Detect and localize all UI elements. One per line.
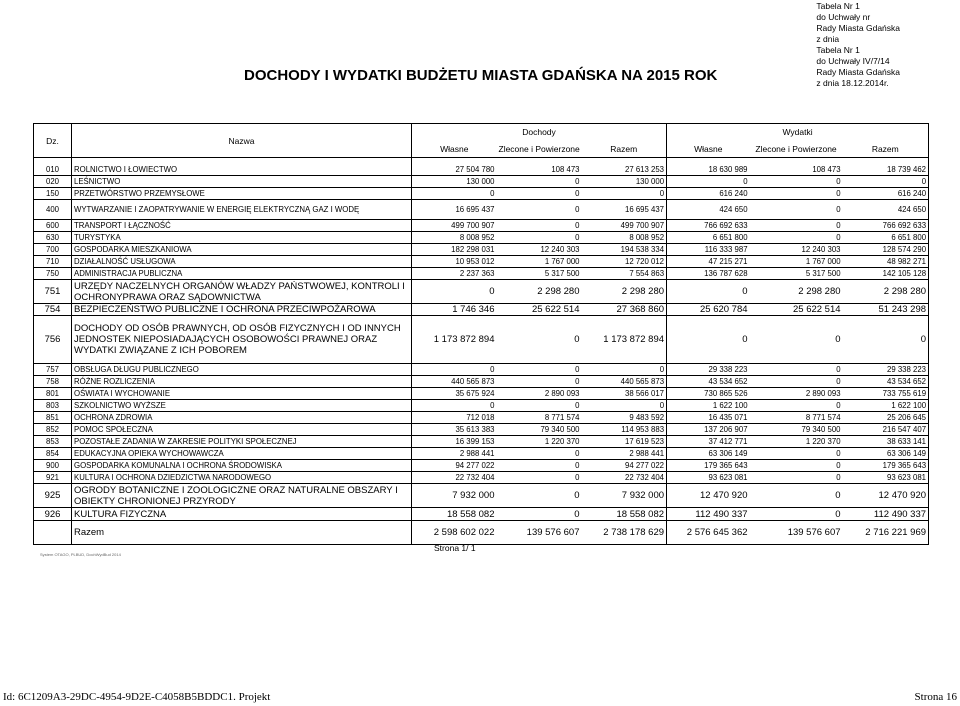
amount-d-w: 22 732 404 (412, 472, 497, 484)
section-code: 803 (34, 400, 72, 412)
amount-w-r: 93 623 081 (843, 472, 929, 484)
section-code: 851 (34, 412, 72, 424)
section-name: PRZETWÓRSTWO PRZEMYSŁOWE (72, 188, 412, 200)
table-row (34, 400, 929, 412)
amount-d-z: 2 298 280 (497, 280, 582, 304)
table-row (34, 200, 929, 220)
header-line: Tabela Nr 1 (816, 45, 860, 55)
amount-d-r: 38 566 017 (582, 388, 667, 400)
amount-w-z: 12 240 303 (750, 244, 843, 256)
amount-d-r: 0 (582, 400, 667, 412)
amount-d-z: 0 (497, 188, 582, 200)
header-line: Rady Miasta Gdańska (816, 23, 900, 33)
system-note: System OTAGO, PLBUD, DochWydBud 2014 (40, 552, 121, 557)
amount-w-w: 137 206 907 (667, 424, 750, 436)
section-name: GOSPODARKA KOMUNALNA I OCHRONA ŚRODOWISKA (72, 460, 412, 472)
amount-d-r: 17 619 523 (582, 436, 667, 448)
header-line: z dnia 18.12.2014r. (816, 78, 889, 88)
amount-w-w: 0 (667, 280, 750, 304)
amount-d-r: 18 558 082 (582, 508, 667, 521)
amount-w-r: 0 (843, 316, 929, 364)
amount-d-r: 114 953 883 (582, 424, 667, 436)
header-line: do Uchwały nr (816, 12, 871, 22)
amount-w-z: 0 (750, 484, 843, 508)
total-d-r: 2 738 178 629 (582, 521, 667, 545)
section-name: DZIAŁALNOŚĆ USŁUGOWA (72, 256, 412, 268)
section-code: 925 (34, 484, 72, 508)
amount-w-r: 38 633 141 (843, 436, 929, 448)
section-code: 921 (34, 472, 72, 484)
amount-w-z: 1 767 000 (750, 256, 843, 268)
section-code: 853 (34, 436, 72, 448)
amount-w-r: 6 651 800 (843, 232, 929, 244)
amount-d-z: 0 (497, 376, 582, 388)
amount-w-w: 43 534 652 (667, 376, 750, 388)
section-name: ADMINISTRACJA PUBLICZNA (72, 268, 412, 280)
amount-d-z: 0 (497, 472, 582, 484)
amount-w-r: 2 298 280 (843, 280, 929, 304)
amount-d-z: 5 317 500 (497, 268, 582, 280)
header-line: Rady Miasta Gdańska (816, 67, 900, 77)
amount-d-r: 7 554 863 (582, 268, 667, 280)
amount-w-w: 6 651 800 (667, 232, 750, 244)
amount-w-z: 0 (750, 188, 843, 200)
amount-d-r: 0 (582, 364, 667, 376)
section-name: SZKOLNICTWO WYŻSZE (72, 400, 412, 412)
header-line: Tabela Nr 1 (816, 1, 860, 11)
total-d-w: 2 598 602 022 (412, 521, 497, 545)
amount-w-r: 142 105 128 (843, 268, 929, 280)
amount-w-r: 25 206 645 (843, 412, 929, 424)
amount-w-r: 128 574 290 (843, 244, 929, 256)
section-name: KULTURA I OCHRONA DZIEDZICTWA NARODOWEGO (72, 472, 412, 484)
table-row (34, 164, 929, 176)
amount-w-w: 136 787 628 (667, 268, 750, 280)
section-code: 756 (34, 316, 72, 364)
amount-d-w: 0 (412, 400, 497, 412)
amount-d-r: 2 298 280 (582, 280, 667, 304)
amount-w-z: 0 (750, 376, 843, 388)
section-name: OŚWIATA I WYCHOWANIE (72, 388, 412, 400)
amount-w-z: 0 (750, 400, 843, 412)
table-row (34, 244, 929, 256)
section-name: LEŚNICTWO (72, 176, 412, 188)
amount-w-w: 29 338 223 (667, 364, 750, 376)
section-code: 900 (34, 460, 72, 472)
total-w-r: 2 716 221 969 (843, 521, 929, 545)
section-code: 010 (34, 164, 72, 176)
amount-w-z: 1 220 370 (750, 436, 843, 448)
section-code: 926 (34, 508, 72, 521)
amount-w-w: 12 470 920 (667, 484, 750, 508)
section-code: 020 (34, 176, 72, 188)
resolution-header (816, 1, 900, 89)
amount-d-z: 0 (497, 232, 582, 244)
table-row (34, 188, 929, 200)
amount-d-z: 0 (497, 400, 582, 412)
amount-d-w: 130 000 (412, 176, 497, 188)
table-row (34, 472, 929, 484)
table-row (34, 436, 929, 448)
total-row (34, 521, 929, 545)
amount-w-w: 424 650 (667, 200, 750, 220)
section-name: BEZPIECZEŃSTWO PUBLICZNE I OCHRONA PRZECIWPOŻAROWA (72, 304, 412, 316)
amount-w-r: 63 306 149 (843, 448, 929, 460)
amount-w-w: 0 (667, 176, 750, 188)
amount-d-w: 8 008 952 (412, 232, 497, 244)
col-wydatki-zlecone: Zlecone i Powierzone (750, 141, 843, 158)
table-row (34, 364, 929, 376)
col-dochody-razem: Razem (582, 141, 667, 158)
amount-w-w: 18 630 989 (667, 164, 750, 176)
amount-w-r: 48 982 271 (843, 256, 929, 268)
section-name: KULTURA FIZYCZNA (72, 508, 412, 521)
amount-w-w: 1 622 100 (667, 400, 750, 412)
col-nazwa-header: Nazwa (72, 124, 412, 158)
amount-d-w: 440 565 873 (412, 376, 497, 388)
amount-d-z: 0 (497, 460, 582, 472)
section-name: RÓŻNE ROZLICZENIA (72, 376, 412, 388)
amount-d-z: 0 (497, 484, 582, 508)
amount-w-z: 0 (750, 460, 843, 472)
amount-d-w: 712 018 (412, 412, 497, 424)
table-row (34, 460, 929, 472)
amount-w-w: 179 365 643 (667, 460, 750, 472)
amount-w-w: 93 623 081 (667, 472, 750, 484)
amount-w-w: 25 620 784 (667, 304, 750, 316)
header-line: z dnia (816, 34, 840, 44)
amount-w-r: 29 338 223 (843, 364, 929, 376)
table-row (34, 388, 929, 400)
amount-d-r: 16 695 437 (582, 200, 667, 220)
amount-d-z: 2 890 093 (497, 388, 582, 400)
total-w-z: 139 576 607 (750, 521, 843, 545)
budget-table (33, 123, 929, 545)
amount-d-z: 1 220 370 (497, 436, 582, 448)
wydatki-header: Wydatki (667, 124, 929, 141)
table-row (34, 176, 929, 188)
amount-w-z: 0 (750, 508, 843, 521)
section-code: 600 (34, 220, 72, 232)
amount-d-r: 440 565 873 (582, 376, 667, 388)
page-title: DOCHODY I WYDATKI BUDŻETU MIASTA GDAŃSKA NA 2015 ROK (244, 67, 718, 84)
section-name: WYTWARZANIE I ZAOPATRYWANIE W ENERGIĘ ELEKTRYCZNĄ GAZ I WODĘ (72, 200, 412, 220)
amount-d-r: 194 538 334 (582, 244, 667, 256)
col-dochody-zlecone: Zlecone i Powierzone (497, 141, 582, 158)
amount-d-w: 0 (412, 280, 497, 304)
table-row (34, 256, 929, 268)
amount-w-z: 0 (750, 364, 843, 376)
amount-w-w: 730 865 526 (667, 388, 750, 400)
amount-w-z: 2 298 280 (750, 280, 843, 304)
table-row (34, 316, 929, 364)
header-row-groups (34, 124, 929, 141)
amount-w-w: 63 306 149 (667, 448, 750, 460)
amount-w-w: 47 215 271 (667, 256, 750, 268)
amount-w-z: 0 (750, 472, 843, 484)
section-name: GOSPODARKA MIESZKANIOWA (72, 244, 412, 256)
amount-w-z: 2 890 093 (750, 388, 843, 400)
amount-w-r: 216 547 407 (843, 424, 929, 436)
amount-w-z: 108 473 (750, 164, 843, 176)
amount-d-z: 0 (497, 176, 582, 188)
section-name: DOCHODY OD OSÓB PRAWNYCH, OD OSÓB FIZYCZNYCH I OD INNYCH JEDNOSTEK NIEPOSIADAJĄCYCH OSOBOWOŚCI PRAWNEJ ORAZ WYDATKI ZWIĄZANE Z ICH POBOREM (72, 316, 412, 364)
amount-d-z: 79 340 500 (497, 424, 582, 436)
section-name: ROLNICTWO I ŁOWIECTWO (72, 164, 412, 176)
table-row (34, 232, 929, 244)
amount-w-z: 0 (750, 176, 843, 188)
amount-d-w: 1 746 346 (412, 304, 497, 316)
amount-d-w: 18 558 082 (412, 508, 497, 521)
section-name: TURYSTYKA (72, 232, 412, 244)
amount-w-w: 766 692 633 (667, 220, 750, 232)
amount-d-w: 27 504 780 (412, 164, 497, 176)
amount-w-z: 5 317 500 (750, 268, 843, 280)
section-code: 758 (34, 376, 72, 388)
amount-w-r: 616 240 (843, 188, 929, 200)
section-name: OCHRONA ZDROWIA (72, 412, 412, 424)
amount-w-z: 79 340 500 (750, 424, 843, 436)
section-code: 700 (34, 244, 72, 256)
amount-w-r: 12 470 920 (843, 484, 929, 508)
amount-d-r: 12 720 012 (582, 256, 667, 268)
col-dz-header: Dz. (34, 124, 72, 158)
section-code: 801 (34, 388, 72, 400)
amount-d-z: 0 (497, 448, 582, 460)
section-code: 751 (34, 280, 72, 304)
amount-d-r: 499 700 907 (582, 220, 667, 232)
total-label: Razem (72, 521, 412, 545)
header-line: do Uchwały IV/7/14 (816, 56, 890, 66)
amount-w-w: 16 435 071 (667, 412, 750, 424)
amount-d-w: 7 932 000 (412, 484, 497, 508)
section-code: 710 (34, 256, 72, 268)
amount-w-r: 18 739 462 (843, 164, 929, 176)
section-code: 150 (34, 188, 72, 200)
amount-w-r: 43 534 652 (843, 376, 929, 388)
section-code: 630 (34, 232, 72, 244)
amount-d-r: 27 613 253 (582, 164, 667, 176)
amount-w-r: 179 365 643 (843, 460, 929, 472)
amount-d-z: 0 (497, 508, 582, 521)
total-w-w: 2 576 645 362 (667, 521, 750, 545)
amount-w-r: 51 243 298 (843, 304, 929, 316)
amount-d-r: 0 (582, 188, 667, 200)
amount-d-w: 16 695 437 (412, 200, 497, 220)
table-row (34, 424, 929, 436)
amount-d-w: 2 988 441 (412, 448, 497, 460)
amount-d-r: 2 988 441 (582, 448, 667, 460)
document-page: Strona 16 (914, 691, 957, 703)
amount-d-z: 0 (497, 200, 582, 220)
amount-w-z: 8 771 574 (750, 412, 843, 424)
amount-d-z: 1 767 000 (497, 256, 582, 268)
amount-d-w: 35 613 383 (412, 424, 497, 436)
amount-d-z: 0 (497, 316, 582, 364)
amount-d-w: 0 (412, 364, 497, 376)
section-name: POMOC SPOŁECZNA (72, 424, 412, 436)
amount-w-z: 0 (750, 316, 843, 364)
amount-w-w: 0 (667, 316, 750, 364)
amount-d-r: 94 277 022 (582, 460, 667, 472)
amount-d-r: 130 000 (582, 176, 667, 188)
amount-d-r: 27 368 860 (582, 304, 667, 316)
amount-w-w: 37 412 771 (667, 436, 750, 448)
amount-d-r: 8 008 952 (582, 232, 667, 244)
table-row (34, 220, 929, 232)
table-row (34, 268, 929, 280)
table-row (34, 376, 929, 388)
amount-w-z: 25 622 514 (750, 304, 843, 316)
table-row (34, 304, 929, 316)
table-row (34, 448, 929, 460)
amount-w-z: 0 (750, 448, 843, 460)
col-wydatki-razem: Razem (843, 141, 929, 158)
amount-d-z: 108 473 (497, 164, 582, 176)
amount-d-z: 25 622 514 (497, 304, 582, 316)
amount-d-w: 2 237 363 (412, 268, 497, 280)
section-name: POZOSTAŁE ZADANIA W ZAKRESIE POLITYKI SPOŁECZNEJ (72, 436, 412, 448)
amount-d-w: 16 399 153 (412, 436, 497, 448)
table-row (34, 508, 929, 521)
amount-d-w: 499 700 907 (412, 220, 497, 232)
amount-w-z: 0 (750, 200, 843, 220)
amount-d-w: 35 675 924 (412, 388, 497, 400)
amount-d-w: 182 298 031 (412, 244, 497, 256)
amount-d-z: 0 (497, 220, 582, 232)
section-name: TRANSPORT I ŁĄCZNOŚĆ (72, 220, 412, 232)
page-number: Strona 1/ 1 (434, 543, 476, 553)
amount-d-z: 8 771 574 (497, 412, 582, 424)
amount-w-r: 0 (843, 176, 929, 188)
col-wydatki-wlasne: Własne (667, 141, 750, 158)
amount-w-z: 0 (750, 232, 843, 244)
section-code: 400 (34, 200, 72, 220)
amount-w-r: 733 755 619 (843, 388, 929, 400)
amount-d-r: 9 483 592 (582, 412, 667, 424)
section-code: 757 (34, 364, 72, 376)
amount-w-r: 766 692 633 (843, 220, 929, 232)
amount-d-w: 0 (412, 188, 497, 200)
amount-d-r: 22 732 404 (582, 472, 667, 484)
amount-d-r: 1 173 872 894 (582, 316, 667, 364)
amount-d-r: 7 932 000 (582, 484, 667, 508)
amount-w-z: 0 (750, 220, 843, 232)
amount-w-r: 424 650 (843, 200, 929, 220)
amount-w-w: 616 240 (667, 188, 750, 200)
amount-d-z: 12 240 303 (497, 244, 582, 256)
amount-d-w: 94 277 022 (412, 460, 497, 472)
table-row (34, 484, 929, 508)
section-code: 854 (34, 448, 72, 460)
document-footer (0, 691, 960, 705)
document-id: Id: 6C1209A3-29DC-4954-9D2E-C4058B5BDDC1. Projekt (3, 691, 271, 703)
amount-d-w: 10 953 012 (412, 256, 497, 268)
section-name: OGRODY BOTANICZNE I ZOOLOGICZNE ORAZ NATURALNE OBSZARY I OBIEKTY CHRONIONEJ PRZYRODY (72, 484, 412, 508)
amount-d-z: 0 (497, 364, 582, 376)
amount-w-w: 112 490 337 (667, 508, 750, 521)
section-name: OBSŁUGA DŁUGU PUBLICZNEGO (72, 364, 412, 376)
amount-w-r: 1 622 100 (843, 400, 929, 412)
col-dochody-wlasne: Własne (412, 141, 497, 158)
section-code: 754 (34, 304, 72, 316)
table-row (34, 280, 929, 304)
amount-d-w: 1 173 872 894 (412, 316, 497, 364)
total-code-empty (34, 521, 72, 545)
table-row (34, 412, 929, 424)
dochody-header: Dochody (412, 124, 667, 141)
amount-w-r: 112 490 337 (843, 508, 929, 521)
amount-w-w: 116 333 987 (667, 244, 750, 256)
section-code: 852 (34, 424, 72, 436)
total-d-z: 139 576 607 (497, 521, 582, 545)
section-name: EDUKACYJNA OPIEKA WYCHOWAWCZA (72, 448, 412, 460)
section-code: 750 (34, 268, 72, 280)
section-name: URZĘDY NACZELNYCH ORGANÓW WŁADZY PAŃSTWOWEJ, KONTROLI I OCHRONYPRAWA ORAZ SĄDOWNICTWA (72, 280, 412, 304)
